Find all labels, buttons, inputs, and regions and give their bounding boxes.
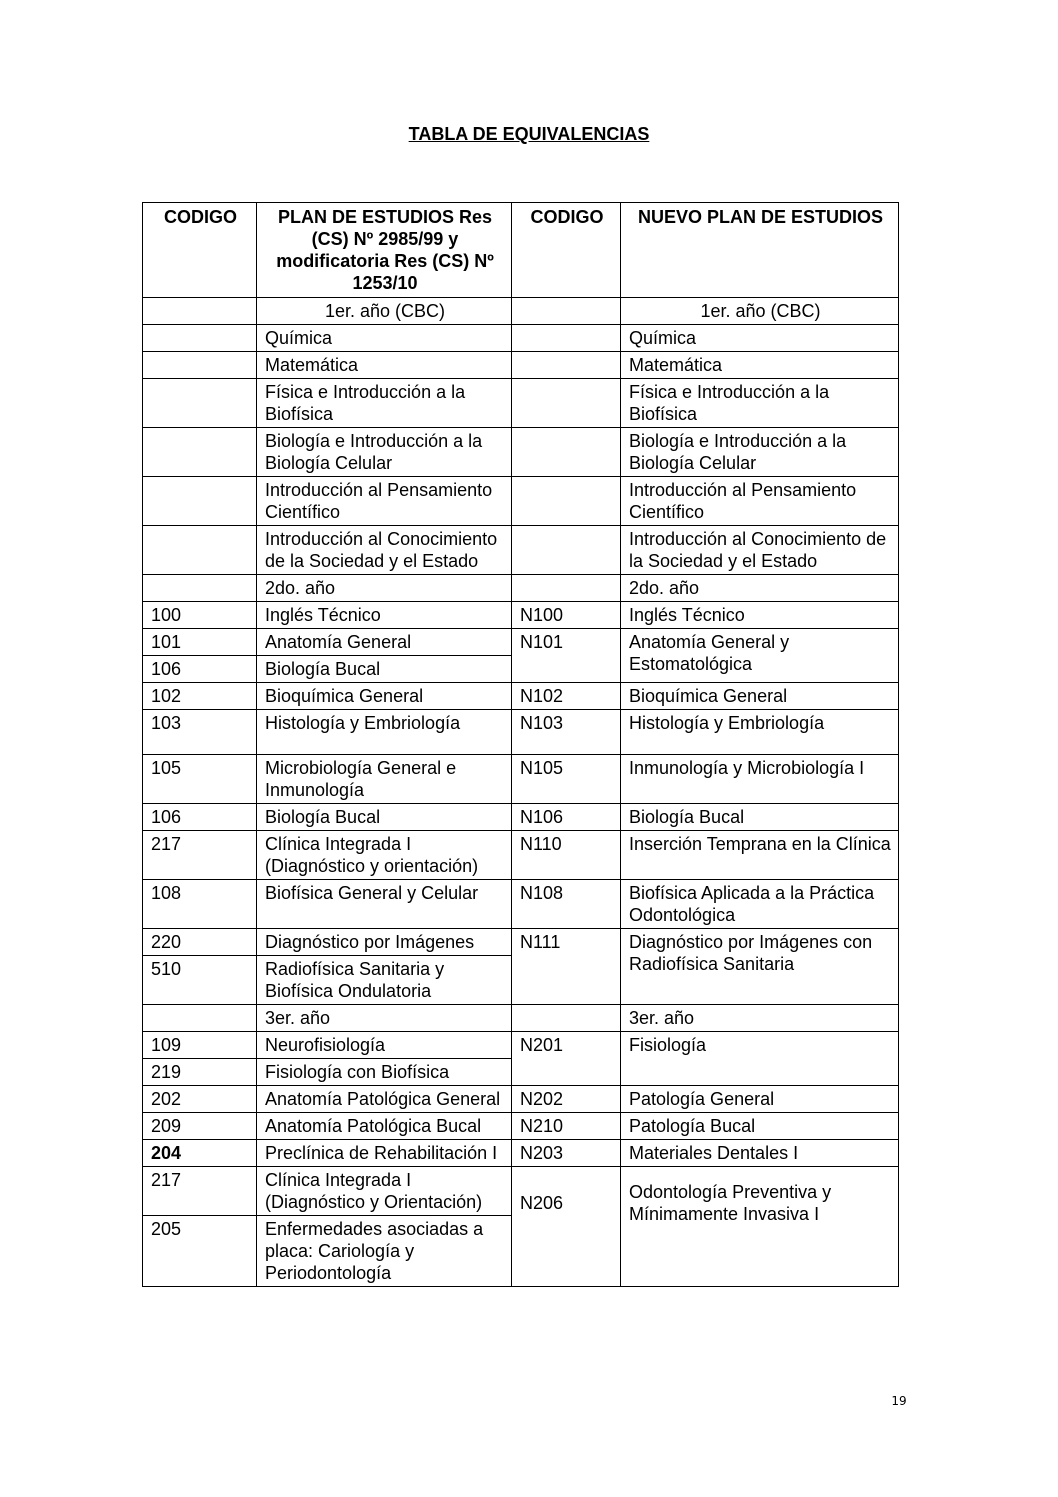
code-old: 217	[143, 1167, 257, 1216]
code-old: 204	[143, 1140, 257, 1167]
equivalence-table	[142, 202, 899, 1287]
table-row	[143, 1005, 899, 1032]
subject-new: Biofísica Aplicada a la Práctica Odontológica	[621, 880, 899, 929]
code-new: N203	[512, 1140, 621, 1167]
table-row	[143, 683, 899, 710]
code-new: N102	[512, 683, 621, 710]
subject-old: Histología y Embriología	[257, 710, 512, 755]
code-new: N206	[512, 1167, 621, 1287]
subject-new: 1er. año (CBC)	[621, 298, 899, 325]
table-row	[143, 526, 899, 575]
subject-old: Microbiología General e Inmunología	[257, 755, 512, 804]
table-row	[143, 298, 899, 325]
code-old: 510	[143, 956, 257, 1005]
subject-new: Histología y Embriología	[621, 710, 899, 755]
code-new	[512, 428, 621, 477]
subject-old: Fisiología con Biofísica	[257, 1059, 512, 1086]
code-old	[143, 477, 257, 526]
code-new: N106	[512, 804, 621, 831]
subject-new: Química	[621, 325, 899, 352]
table-row	[143, 929, 899, 956]
table-row	[143, 428, 899, 477]
subject-new: Anatomía General y Estomatológica	[621, 629, 899, 683]
table-row	[143, 575, 899, 602]
subject-new: Fisiología	[621, 1032, 899, 1086]
subject-new: Física e Introducción a la Biofísica	[621, 379, 899, 428]
subject-old: Biología e Introducción a la Biología Celular	[257, 428, 512, 477]
code-old: 103	[143, 710, 257, 755]
subject-old: 3er. año	[257, 1005, 512, 1032]
code-old: 106	[143, 804, 257, 831]
code-old	[143, 526, 257, 575]
code-old	[143, 428, 257, 477]
subject-new: Bioquímica General	[621, 683, 899, 710]
table-row	[143, 352, 899, 379]
table-row	[143, 477, 899, 526]
code-old: 102	[143, 683, 257, 710]
table-row	[143, 831, 899, 880]
table-row	[143, 1086, 899, 1113]
header-codigo-new: CODIGO	[512, 203, 621, 298]
subject-old: 2do. año	[257, 575, 512, 602]
code-old: 106	[143, 656, 257, 683]
code-old: 209	[143, 1113, 257, 1140]
code-new	[512, 477, 621, 526]
subject-old: Radiofísica Sanitaria y Biofísica Ondulatoria	[257, 956, 512, 1005]
code-old: 205	[143, 1216, 257, 1287]
code-old	[143, 325, 257, 352]
subject-new: Inglés Técnico	[621, 602, 899, 629]
table-row	[143, 379, 899, 428]
code-old	[143, 352, 257, 379]
subject-new: Patología Bucal	[621, 1113, 899, 1140]
code-old	[143, 1005, 257, 1032]
subject-new: Diagnóstico por Imágenes con Radiofísica Sanitaria	[621, 929, 899, 1005]
subject-new: Introducción al Conocimiento de la Sociedad y el Estado	[621, 526, 899, 575]
table-row	[143, 1140, 899, 1167]
code-old	[143, 379, 257, 428]
subject-old: Biología Bucal	[257, 804, 512, 831]
page-title: TABLA DE EQUIVALENCIAS	[408, 124, 650, 144]
code-new: N105	[512, 755, 621, 804]
subject-old: Biofísica General y Celular	[257, 880, 512, 929]
table-row	[143, 1167, 899, 1216]
subject-new: Inmunología y Microbiología I	[621, 755, 899, 804]
subject-old: Química	[257, 325, 512, 352]
code-new	[512, 575, 621, 602]
code-old: 217	[143, 831, 257, 880]
subject-old: 1er. año (CBC)	[257, 298, 512, 325]
code-new: N100	[512, 602, 621, 629]
code-new: N101	[512, 629, 621, 683]
code-new	[512, 352, 621, 379]
table-row	[143, 325, 899, 352]
code-new: N103	[512, 710, 621, 755]
table-row	[143, 1113, 899, 1140]
subject-old: Introducción al Pensamiento Científico	[257, 477, 512, 526]
code-new: N108	[512, 880, 621, 929]
header-row	[143, 203, 899, 298]
subject-old: Matemática	[257, 352, 512, 379]
table-row	[143, 880, 899, 929]
subject-old: Diagnóstico por Imágenes	[257, 929, 512, 956]
page-number: 19	[891, 1394, 907, 1408]
table-row	[143, 1032, 899, 1059]
code-old	[143, 575, 257, 602]
subject-new: Biología e Introducción a la Biología Celular	[621, 428, 899, 477]
subject-new: 2do. año	[621, 575, 899, 602]
code-new	[512, 298, 621, 325]
subject-old: Inglés Técnico	[257, 602, 512, 629]
subject-old: Bioquímica General	[257, 683, 512, 710]
subject-old: Enfermedades asociadas a placa: Cariología y Periodontología	[257, 1216, 512, 1287]
subject-old: Clínica Integrada I (Diagnóstico y Orientación)	[257, 1167, 512, 1216]
code-new: N201	[512, 1032, 621, 1086]
table-row	[143, 804, 899, 831]
code-new	[512, 1005, 621, 1032]
subject-old: Anatomía Patológica Bucal	[257, 1113, 512, 1140]
subject-old: Introducción al Conocimiento de la Sociedad y el Estado	[257, 526, 512, 575]
subject-new: 3er. año	[621, 1005, 899, 1032]
subject-new: Patología General	[621, 1086, 899, 1113]
table-row	[143, 602, 899, 629]
code-new: N111	[512, 929, 621, 1005]
subject-old: Anatomía Patológica General	[257, 1086, 512, 1113]
subject-old: Física e Introducción a la Biofísica	[257, 379, 512, 428]
subject-new: Inserción Temprana en la Clínica	[621, 831, 899, 880]
code-new: N202	[512, 1086, 621, 1113]
subject-old: Biología Bucal	[257, 656, 512, 683]
subject-new: Odontología Preventiva y Mínimamente Invasiva I	[621, 1167, 899, 1287]
code-old	[143, 298, 257, 325]
code-old: 219	[143, 1059, 257, 1086]
code-new	[512, 325, 621, 352]
subject-new: Introducción al Pensamiento Científico	[621, 477, 899, 526]
code-old: 108	[143, 880, 257, 929]
subject-old: Neurofisiología	[257, 1032, 512, 1059]
table-row	[143, 629, 899, 656]
header-plan-old: PLAN DE ESTUDIOS Res (CS) Nº 2985/99 y modificatoria Res (CS) Nº 1253/10	[257, 203, 512, 298]
code-new: N210	[512, 1113, 621, 1140]
code-old: 105	[143, 755, 257, 804]
code-old: 202	[143, 1086, 257, 1113]
header-codigo-old: CODIGO	[143, 203, 257, 298]
subject-old: Preclínica de Rehabilitación I	[257, 1140, 512, 1167]
code-old: 101	[143, 629, 257, 656]
subject-new: Matemática	[621, 352, 899, 379]
subject-old: Clínica Integrada I (Diagnóstico y orientación)	[257, 831, 512, 880]
subject-old: Anatomía General	[257, 629, 512, 656]
code-new: N110	[512, 831, 621, 880]
code-old: 220	[143, 929, 257, 956]
subject-new: Biología Bucal	[621, 804, 899, 831]
code-new	[512, 379, 621, 428]
code-new	[512, 526, 621, 575]
subject-new: Materiales Dentales I	[621, 1140, 899, 1167]
table-row	[143, 755, 899, 804]
code-old: 109	[143, 1032, 257, 1059]
header-plan-new: NUEVO PLAN DE ESTUDIOS	[621, 203, 899, 298]
code-old: 100	[143, 602, 257, 629]
table-row	[143, 710, 899, 755]
